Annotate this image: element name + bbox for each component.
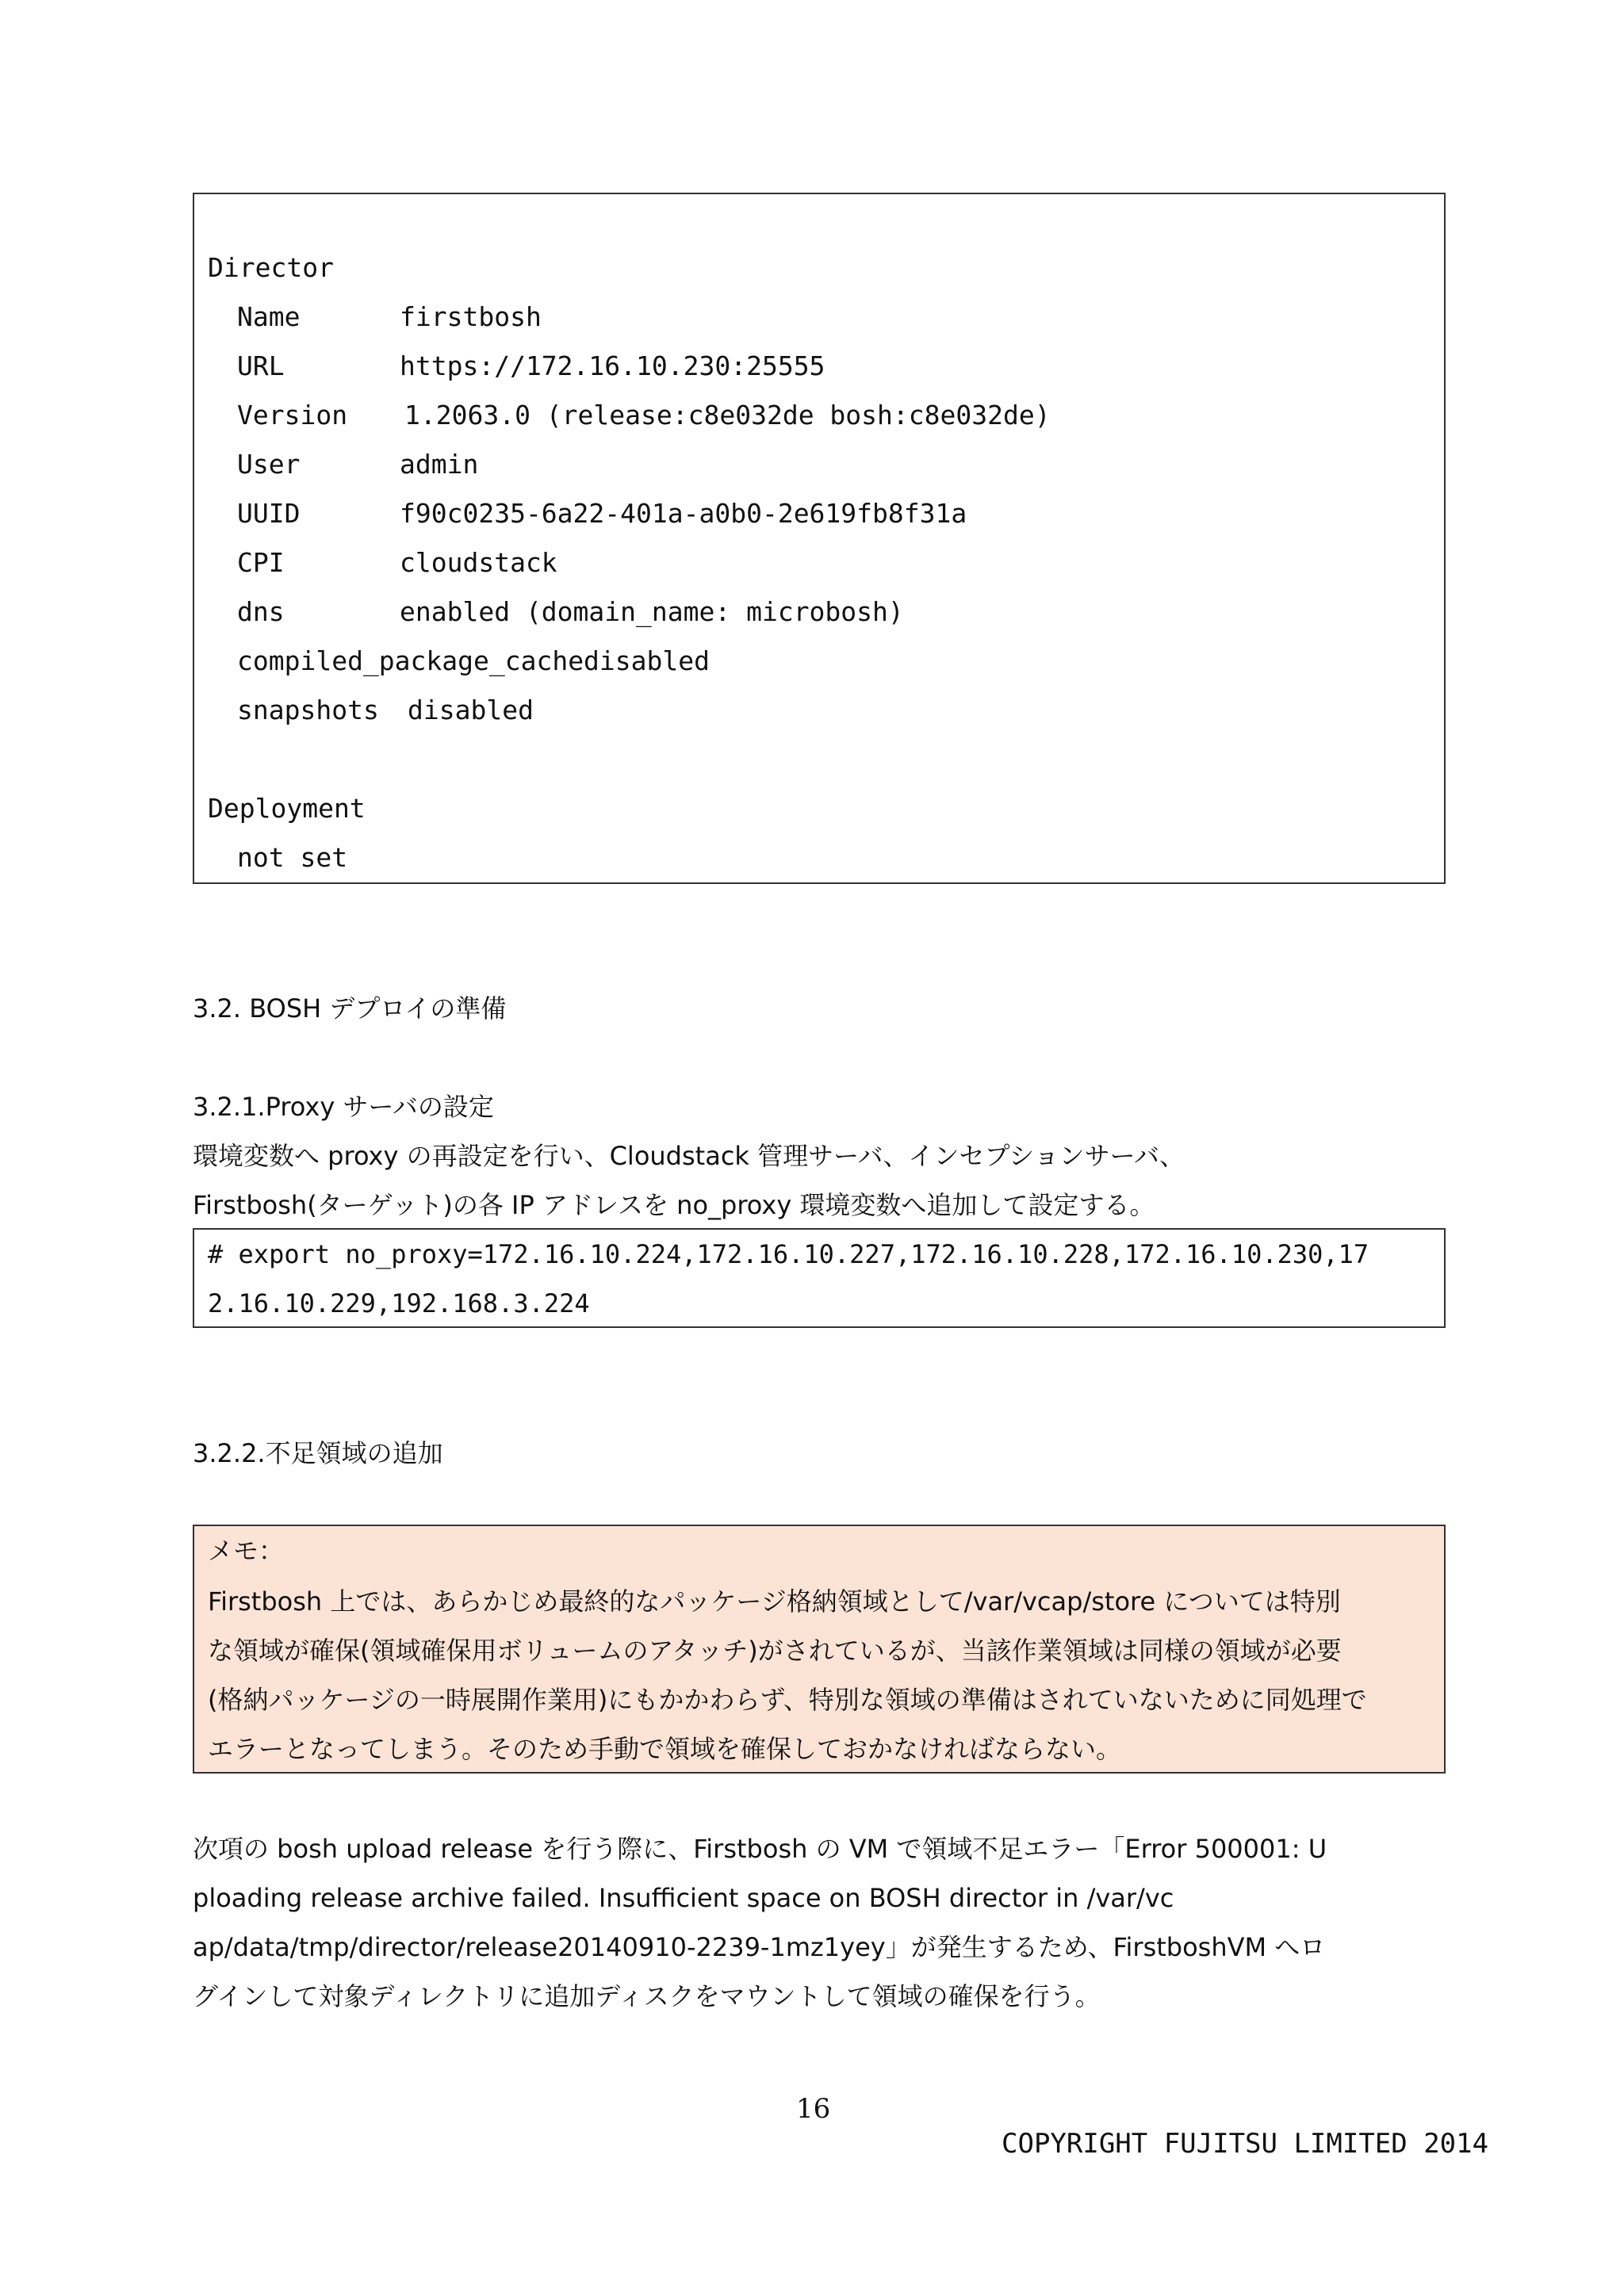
row-key: UUID <box>237 498 301 529</box>
paragraph-line: グインして対象ディレクトリに追加ディスクをマウントして領域の確保を行う。 <box>193 1981 1101 2011</box>
director-heading: Director <box>208 252 334 283</box>
copyright-notice: COPYRIGHT FUJITSU LIMITED 2014 <box>1002 2128 1489 2160</box>
memo-line: (格納パッケージの一時展開作業用)にもかかわらず、特別な領域の準備はされていないために同処理で <box>208 1685 1367 1715</box>
row-key: dns <box>237 596 285 627</box>
row-value: enabled (domain_name: microbosh) <box>400 596 904 627</box>
row-value: f90c0235-6a22-401a-a0b0-2e619fb8f31a <box>400 498 967 529</box>
memo-line: な領域が確保(領域確保用ボリュームのアタッチ)がされているが、当該作業領域は同様の領域が必要 <box>208 1636 1342 1666</box>
row-key: Version <box>237 400 348 430</box>
row-key: URL <box>237 350 285 381</box>
paragraph-line: ap/data/tmp/director/release20140910-2239-1mz1yey」が発生するため、FirstboshVM へロ <box>193 1932 1326 1962</box>
subsection-heading: 3.2.2.不足領域の追加 <box>193 1438 443 1468</box>
director-output-box <box>193 193 1446 884</box>
subsection-heading: 3.2.1.Proxy サーバの設定 <box>193 1092 494 1122</box>
row-value: firstbosh <box>400 301 542 332</box>
row-value: disabled <box>408 695 534 725</box>
paragraph-line: Firstbosh(ターゲット)の各 IP アドレスを no_proxy 環境変数へ追加して設定する。 <box>193 1190 1155 1220</box>
code-line: # export no_proxy=172.16.10.224,172.16.10.227,172.16.10.228,172.16.10.230,17 <box>208 1239 1369 1269</box>
row-value: 1.2063.0 (release:c8e032de bosh:c8e032de) <box>404 400 1051 430</box>
memo-line: エラーとなってしまう。そのため手動で領域を確保しておかなければならない。 <box>208 1734 1122 1764</box>
memo-line: Firstbosh 上では、あらかじめ最終的なパッケージ格納領域として/var/vcap/store については特別 <box>208 1586 1341 1617</box>
section-heading: 3.2. BOSH デプロイの準備 <box>193 993 507 1024</box>
row-value: admin <box>400 449 479 480</box>
deployment-heading: Deployment <box>208 793 366 824</box>
page-number: 16 <box>796 2093 831 2125</box>
row-key: snapshots <box>237 695 379 725</box>
row-key: User <box>237 449 301 480</box>
memo-label: メモ： <box>208 1536 285 1566</box>
row-value: https://172.16.10.230:25555 <box>400 350 825 381</box>
row-key: Name <box>237 301 301 332</box>
row-key: compiled_package_cache <box>237 645 584 676</box>
row-key: CPI <box>237 547 285 578</box>
deployment-value: not set <box>237 842 348 873</box>
paragraph-line: ploading release archive failed. Insufficient space on BOSH director in /var/vc <box>193 1883 1174 1913</box>
row-value: disabled <box>584 645 710 676</box>
row-value: cloudstack <box>400 547 557 578</box>
code-line: 2.16.10.229,192.168.3.224 <box>208 1288 590 1318</box>
paragraph-line: 次項の bosh upload release を行う際に、Firstbosh の VM で領域不足エラー「Error 500001: U <box>193 1834 1327 1864</box>
paragraph-line: 環境変数へ proxy の再設定を行い、Cloudstack 管理サーバ、インセプションサーバ、 <box>193 1141 1185 1171</box>
